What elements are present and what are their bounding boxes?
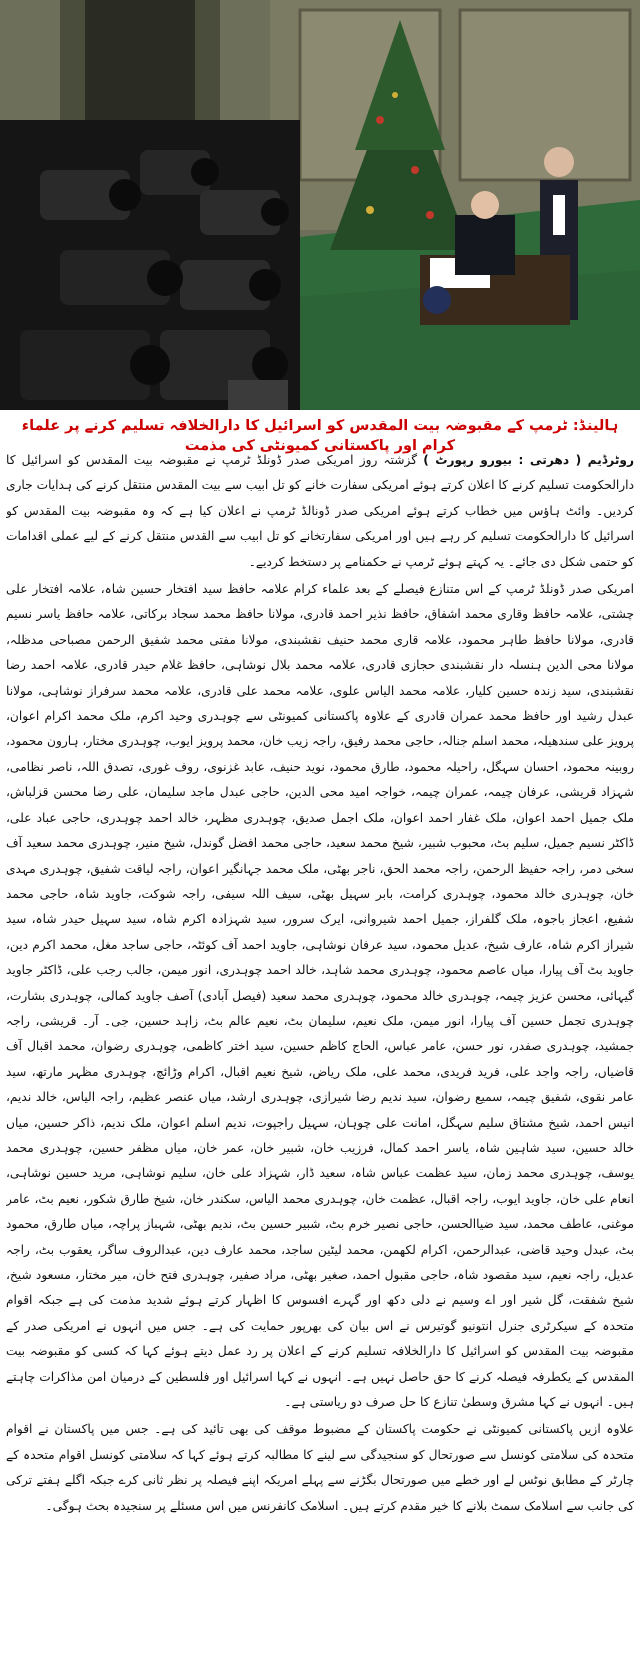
dateline: روٹرڈیم ( دھرتی : بیورو رپورٹ )	[423, 453, 634, 467]
article-paragraph-2: امریکی صدر ڈونلڈ ٹرمپ کے اس متنازع فیصلے کے بعد علماء کرام علامہ حافظ سید افتخار حسین شاہ، علامہ افتخار علی چشتی، علامہ حافظ وقاری محمد اشفاق، حافظ نذیر احمد قادری، مولانا حافظ محمد سجاد برکاتی، علامہ حافظ یاسر نسیم قادری، مولانا حافظ طاہر محمود، علامہ قاری محمد حنیف نقشبندی، مولانا مفتی محمد شفیق الرحمن مصباحی مدظلہ، مولانا محی الدین ہنسلہ دار نقشبندی حجازی قادری، علامہ محمد بلال نوشاہی، حافظ غلام حیدر قادری، علامہ احمد رضا نقشبندی، سید زندہ حسین کلیار، علامہ محمد الیاس علوی، علامہ محمد علی قادری، علامہ محمد سرفراز نوشاہی، مولانا عبدل رشید اور حافظ محمد عمران قادری کے علاوہ پاکستانی کمیونٹی سے چوہدری وحید اکرم، ملک محمد اکرام اعوان، پرویز علی سندھیلہ، محمد اسلم جنالہ، حاجی محمد رفیق، راجہ زیب خان، محمد پرویز ایوب، چوہدری مختار، ہارون محمود، روبینہ محمود، احسان سہگل، راحیلہ محمود، طارق محمود، نوید حنیف، عابد غزنوی، روف غوری، تصدق اللہ، ناصر نظامی، شہزاد قریشی، عرفان چیمہ، عمران چیمہ، خواجہ امید محی الدین، حاجی عبدل ماجد سلیمان، علی رضا محسن قزلباش، ملک جمیل احمد اعوان، ملک غفار احمد اعوان، ملک اجمل صدیق، چوہدری مظہر، خالد احمد چوہدری، حاجی عباد علی، ڈاکٹر نسیم جمیل، سلیم بٹ، محبوب شبیر، شیخ محمد سعید، حاجی محمد افضل گوندل، شیخ منیر، چوہدری محمد سعید آف سخی دمر، راجہ حفیظ الرحمن، راجہ محمد الحق، ناجر بھٹی، ملک محمد جہانگیر اعوان، راجہ لیاقت شفیق، چوہدری مہدی خان، چوہدری خالد محمود، چوہدری کرامت، بابر سہیل بھٹی، سیف اللہ سیفی، راجہ شوکت، جاوید شاہ، حاجی محمد شفیع، اعجاز باجوہ، ملک گلفراز، جمیل احمد شیروانی، ایرک سرور، سید شہزادہ اکرم شاہ، سید سہیل حیدر شاہ، سید شیراز اکرم شاہ، عارف شیخ، عدیل محمود، سید عرفان نوشاہی، جاوید احمد آف کوئٹہ، حاجی ساجد مغل، محمد اکرم دین، جاوید بٹ آف پیارا، میاں عاصم محمود، چوہدری محمد شاہد، خالد احمد چوہدری، انور میمن، جالب رجب علی، ڈاکٹر جاوید گیہائی، محسن عزیز چیمہ، چوہدری خالد محمود، چوہدری محمد سعید (فیصل آبادی) آصف جاوید کمالی، چوہدری بشارت، چوہدری تجمل حسین آف پیارا، انور میمن، ملک نعیم، سلیمان بٹ، نعیم عالم بٹ، زاہد حسین، جی۔ آر۔ قریشی، راجہ جمشید، چوہدری صفدر، نور حسن، عامر عباس، الحاج کاظم حسین، سید اختر کاظمی، چوہدری رضوان، محمد اقبال آف قاضیاں، راجہ واجد علی، فرید فریدی، محمد علی، ملک ریاض، شیخ نعیم اقبال، اکرام وڑائچ، چوہدری مظہر مارتھ، سید عامر نقوی، شفیق چیمہ، سمیع رضوان، سید ندیم رضا شیرازی، چوہدری ارشد، میاں عنصر عظیم، راجہ الیاس، خالد ندیم، انیس احمد، شیخ مشتاق سلیم سہگل، امانت علی چوہان، سہیل راجپوت، ندیم اسلم اعوان، ملک ندیم، ذاکر حسین، میاں خالد حسین، سید شاہین شاہ، یاسر احمد کمال، فرزیب خان، شبیر خان، عمر خان، میاں مظفر حسین، چوہدری محمد یوسف، چوہدری محمد زمان، سید عظمت عباس شاہ، سعید ڈار، شہزاد علی خان، سلیم نوشاہی، مرید حسین نوشاہی، انعام علی خان، جاوید ایوب، راجہ اقبال، عظمت خان، چوہدری محمد الیاس، سکندر خان، شیخ طارق شکور، نعیم بٹ، عامر موغنی، عاطف محمد، سید ضیاالحسن، حاجی نصیر خرم بٹ، شبیر حسین بٹ، ندیم بھٹی، شہباز پراچہ، میاں طارق، محمود بٹ، عبدل وحید قاضی، عبدالرحمن، اکرام لکھمن، محمد لیٹین ساجد، محمد عارف دین، عبدالروف ساگر، یعقوب بٹ، راجہ عدیل، راجہ نعیم، سید مقصود شاہ، حاجی مقبول احمد، صغیر بھٹی، مراد صفیر، چوہدری فتح خان، میر مختار، مسعود شیخ، شیخ شفقت، گل شیر اور اے وسیم نے دلی دکھ اور گہرے افسوس کا اظہار کرتے ہوئے شدید مذمت کی ہے جبکہ اقوام متحدہ کے سیکرٹری جنرل انتونیو گوتیرس نے اس بیان کی بھرپور حمایت کی ہے۔ جس میں انہوں نے امریکی صدر کے مقبوضہ بیت المقدس کو اسرائیل کا دارالخلافہ تسلیم کرنے کے اعلان پر رد عمل دیتے ہوئے کہا کہ کسی کو مقبوضہ بیت المقدس کے یکطرفہ فیصلہ کرنے کا حق حاصل نہیں ہے۔ انہوں نے کہا اسرائیل اور فلسطین کے درمیان امن مذاکرات چاہتے ہیں۔ انہوں نے کہا مشرق وسطیٰ تنازع کا حل صرف دو ریاستی ہے۔	[6, 582, 634, 1410]
paragraph-text: گزشتہ روز امریکی صدر ڈونلڈ ٹرمپ نے مقبوضہ بیت المقدس کو اسرائیل کا دارالحکومت تسلیم کرنے کا اعلان کرتے ہوئے امریکی سفارت خانے کو تل ابیب سے بیت المقدس منتقل کرنے کی ہدایات جاری کردیں۔ وائٹ ہاؤس میں خطاب کرتے ہوئے امریکی صدر ڈونالڈ ٹرمپ نے اعلان کیا ہے کہ وہ مقبوضہ بیت المقدس کو اسرائیل کا دارالحکومت تسلیم کر رہے ہیں اور امریکی سفارتخانے کو تل ابیب سے القدس منتقل کرنے کے لیے عملی اقدامات کو حتمی شکل دی جائے۔ یہ کہتے ہوئے ٹرمپ نے حکمنامے پر دستخط کردیے۔	[6, 453, 634, 569]
article-paragraph-1	[6, 448, 634, 575]
article-paragraph-3: علاوہ ازیں پاکستانی کمیونٹی نے حکومت پاکستان کے مضبوط موقف کی بھی تائید کی ہے۔ جس میں پاکستان نے اقوام متحدہ کی سلامتی کونسل سے صورتحال کو سنجیدگی سے لینے کا مطالبہ کرتے ہوئے کہا کہ سلامتی کونسل اقوام متحدہ کے چارٹر کے مطابق نوٹس لے اور خطے میں صورتحال بگڑنے سے پہلے امریکہ اپنے فیصلہ پر نظر ثانی کرے جبکہ اگلے ہفتے ترکی کی جانب سے اسلامک سمٹ بلانے کا خیر مقدم کرتے ہیں۔ اسلامک کانفرنس میں اس مسئلے پر سنجیدہ بحث ہوگی۔	[6, 1422, 634, 1513]
headline: ہالینڈ: ٹرمپ کے مقبوضہ بیت المقدس کو اسرائیل کا دارالخلافہ تسلیم کرنے پر علماء کرام اور پاکستانی کمیونٹی کی مذمت	[21, 418, 619, 454]
news-photo	[0, 0, 640, 410]
article-body	[6, 448, 634, 1671]
